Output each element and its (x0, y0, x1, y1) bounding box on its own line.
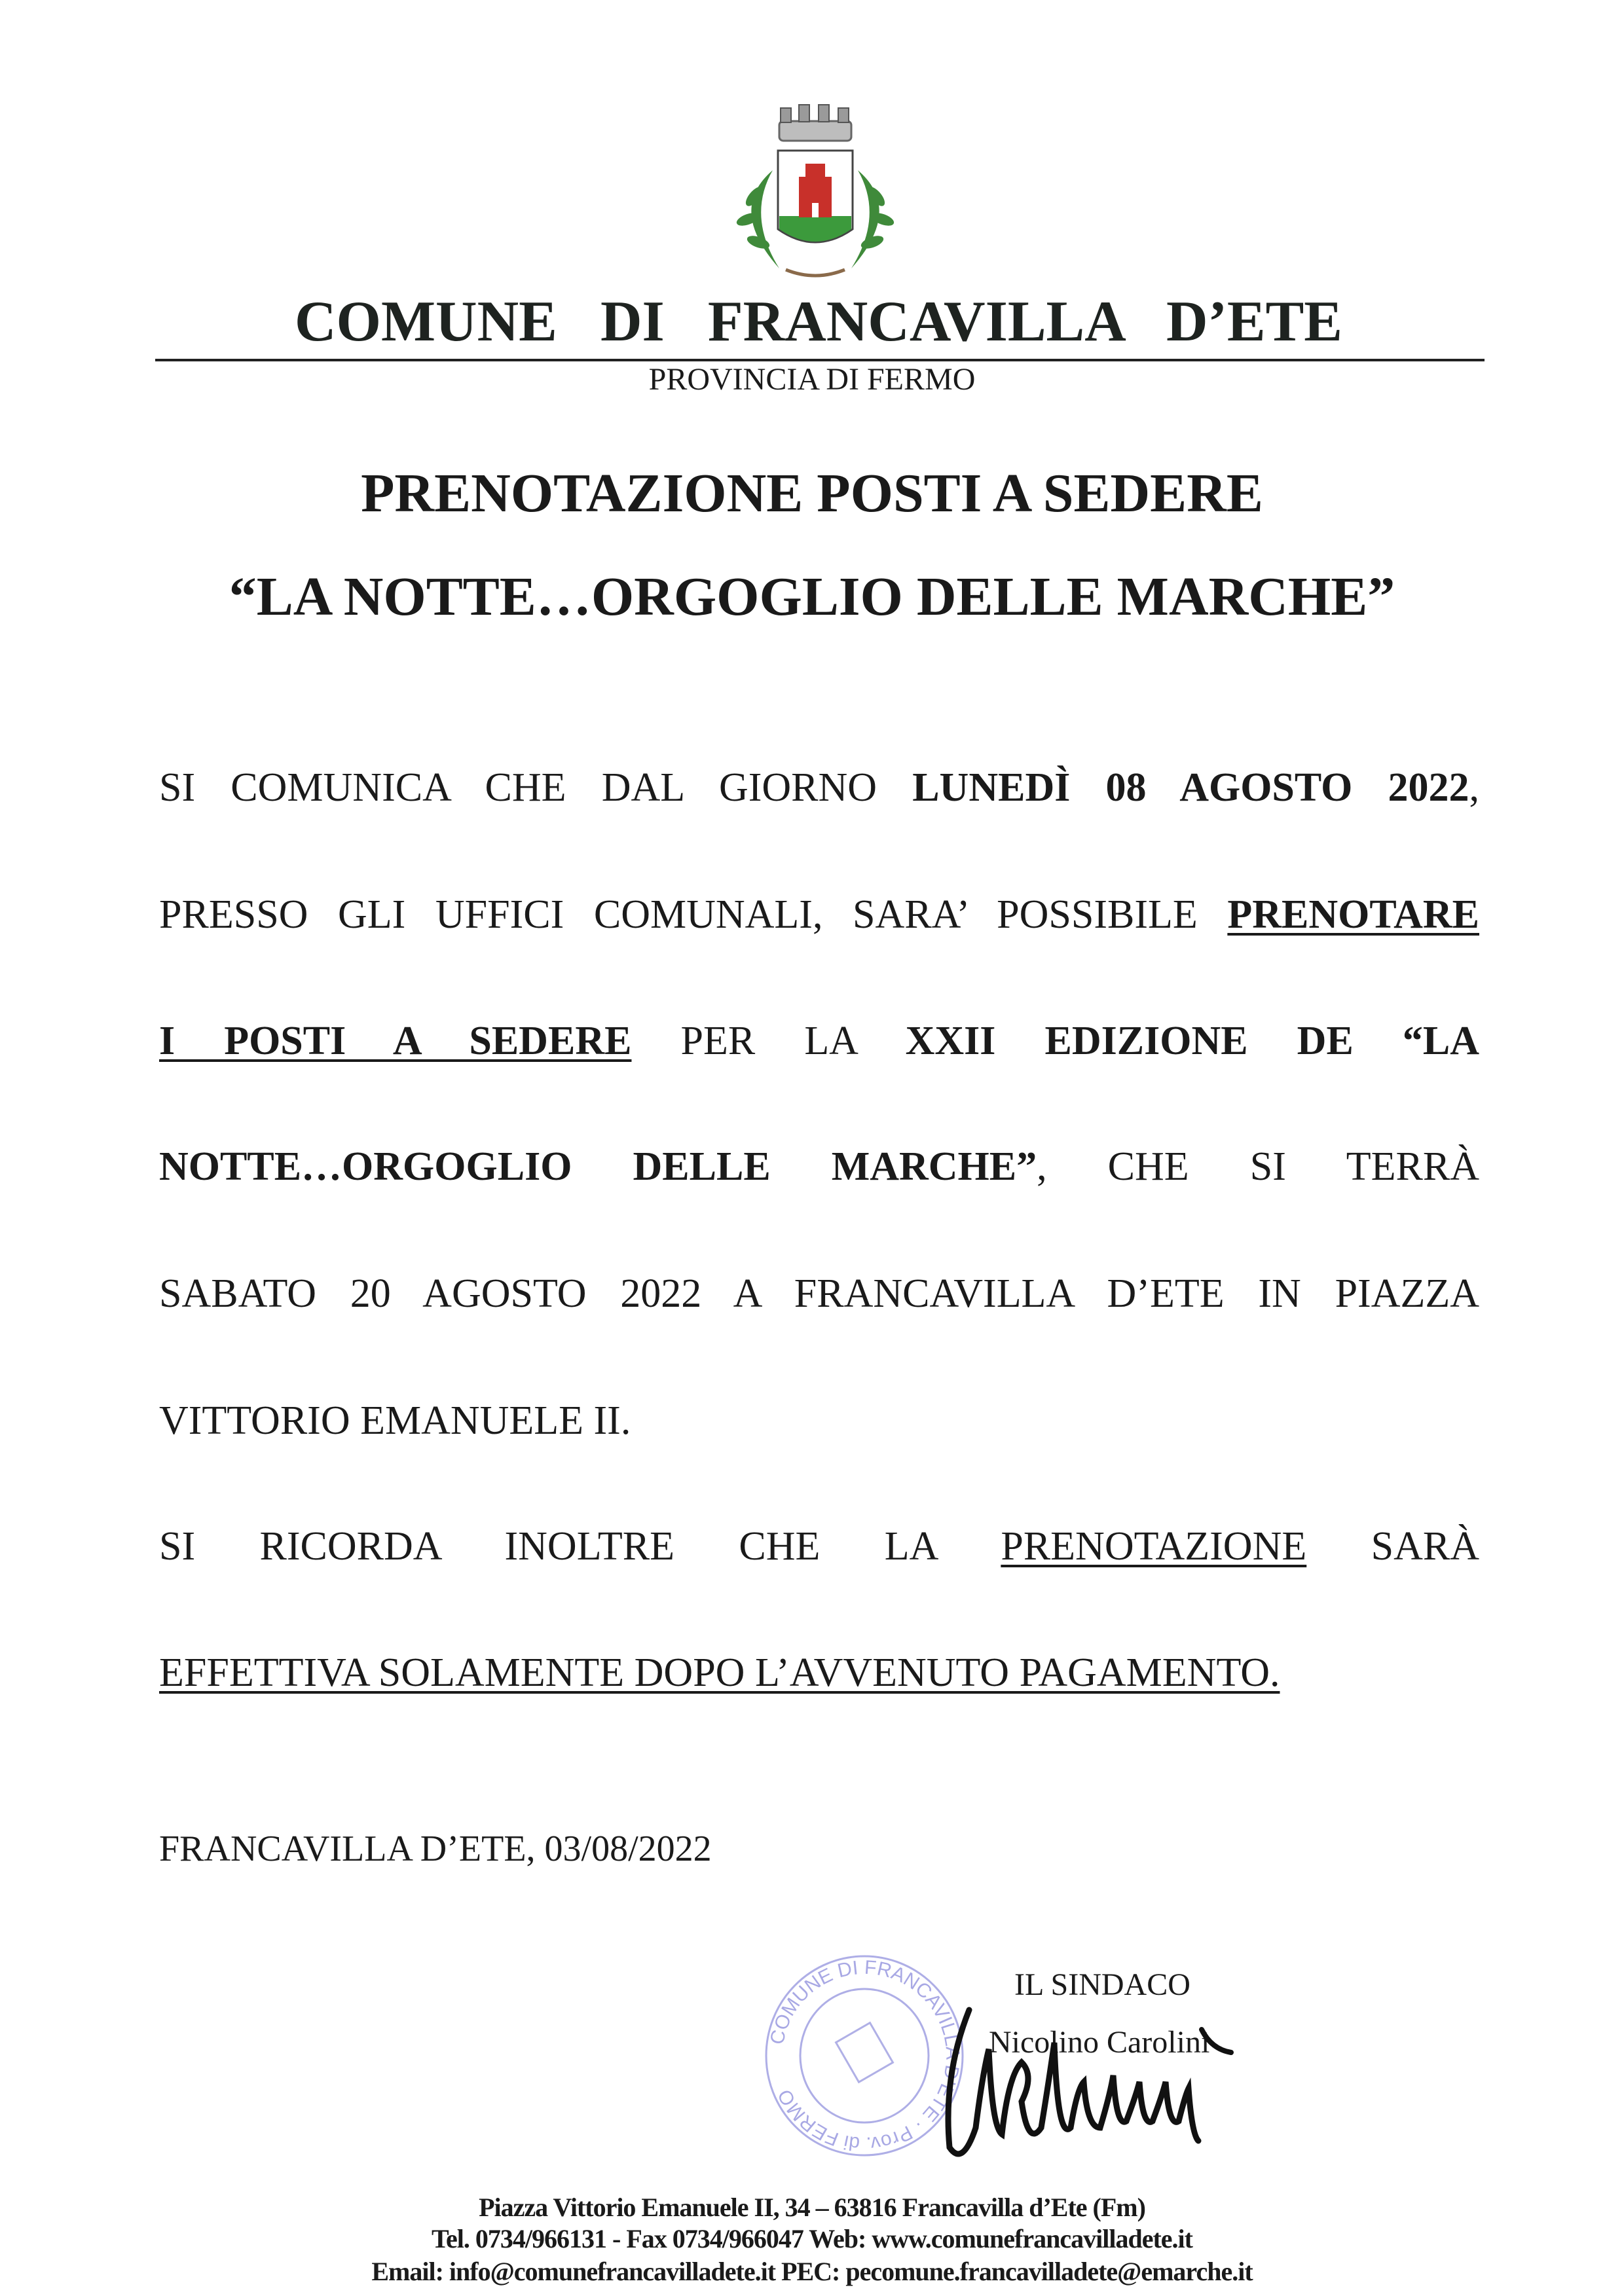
body-text: , CHE SI TERRÀ (1037, 1144, 1479, 1189)
handwritten-signature (936, 1997, 1290, 2167)
body-line-5 (159, 1273, 1479, 1314)
body-line-4 (159, 1146, 1479, 1187)
start-date: LUNEDÌ 08 AGOSTO 2022 (912, 765, 1469, 810)
body-line-6: VITTORIO EMANUELE II. (159, 1398, 631, 1443)
edition-text: XXII EDIZIONE DE “LA (905, 1019, 1480, 1063)
place-and-date: FRANCAVILLA D’ETE, 03/08/2022 (159, 1829, 712, 1869)
event-title: “LA NOTTE…ORGOGLIO DELLE MARCHE” (229, 566, 1395, 627)
body-line-3 (159, 1021, 1479, 1061)
shield-icon (778, 151, 853, 242)
body-text: SI RICORDA INOLTRE CHE LA (159, 1524, 1001, 1569)
body-emphasis: PRENOTAZIONE (1001, 1524, 1307, 1569)
body-text: , (1469, 765, 1479, 810)
body-emphasis: PRENOTARE (1227, 892, 1479, 937)
header-divider (155, 359, 1485, 361)
payment-notice: EFFETTIVA SOLAMENTE DOPO L’AVVENUTO PAGAMENTO. (159, 1650, 1280, 1695)
body-text: SABATO 20 AGOSTO 2022 A FRANCAVILLA D’ETE IN PIAZZA (159, 1271, 1479, 1316)
municipal-coat-of-arms-logo (707, 98, 923, 295)
signatory-role: IL SINDACO (1014, 1967, 1190, 2002)
event-name: NOTTE…ORGOGLIO DELLE MARCHE” (159, 1144, 1037, 1189)
footer-contacts: Tel. 0734/966131 - Fax 0734/966047 Web: www.comunefrancavilladete.it (432, 2224, 1192, 2253)
body-text: PRESSO GLI UFFICI COMUNALI, SARA’ POSSIBILE (159, 892, 1228, 937)
municipality-name: COMUNE DI FRANCAVILLA D’ETE (295, 290, 1342, 354)
crown-icon (779, 105, 851, 141)
body-emphasis: I POSTI A SEDERE (159, 1019, 632, 1063)
body-text: PER LA (631, 1019, 906, 1063)
province-name: PROVINCIA DI FERMO (648, 362, 976, 397)
svg-text:COMUNE DI FRANCAVILLA D’ETE ·: COMUNE DI FRANCAVILLA D’ETE · Prov. di FERMO (766, 1956, 964, 2155)
body-line-1 (159, 767, 1479, 808)
body-text: SI COMUNICA CHE DAL GIORNO (159, 765, 913, 810)
body-text: SARÀ (1306, 1524, 1479, 1569)
body-line-7 (159, 1526, 1479, 1567)
footer-emails: Email: info@comunefrancavilladete.it PEC: pecomune.francavilladete@emarche.it (371, 2257, 1253, 2286)
body-line-2 (159, 894, 1479, 935)
footer-address: Piazza Vittorio Emanuele II, 34 – 63816 Francavilla d’Ete (Fm) (479, 2193, 1145, 2222)
signatory-name: Nicolino Carolini (989, 2025, 1210, 2060)
body-line-8 (159, 1652, 1479, 1693)
document-title: PRENOTAZIONE POSTI A SEDERE (361, 463, 1263, 524)
